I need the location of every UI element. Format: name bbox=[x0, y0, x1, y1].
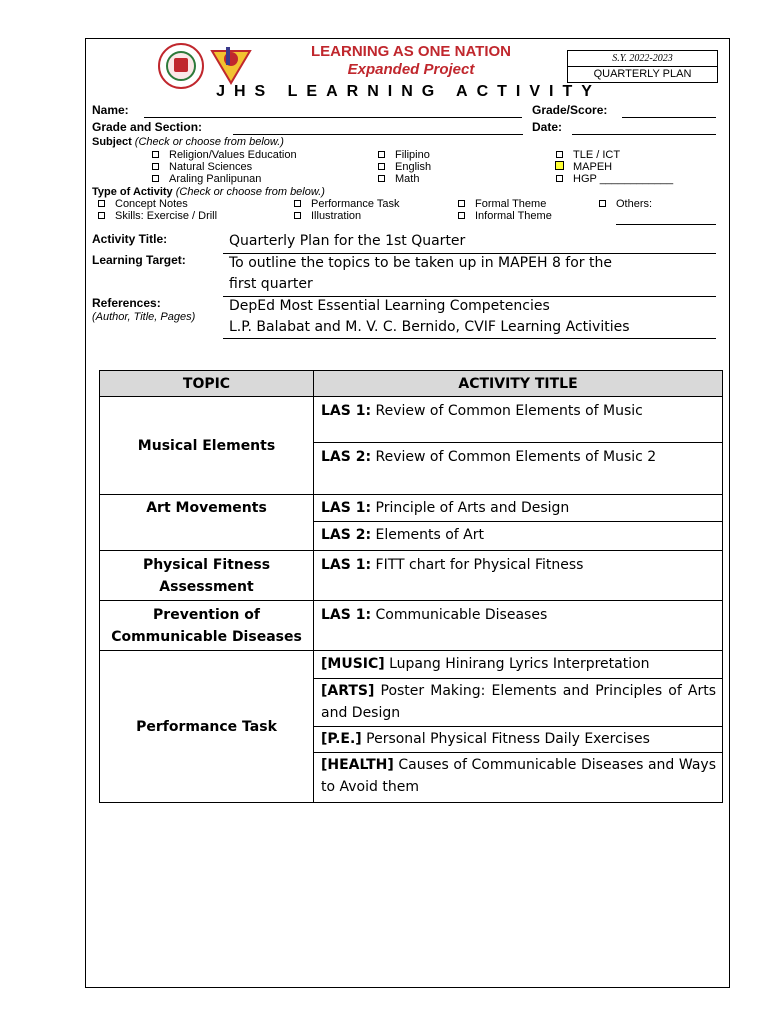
reference-1: DepEd Most Essential Learning Competencies bbox=[229, 298, 550, 314]
divider bbox=[223, 296, 716, 297]
subject-math[interactable]: Math bbox=[378, 173, 419, 185]
table-row bbox=[100, 601, 723, 651]
learning-target-line2: first quarter bbox=[229, 276, 313, 292]
subject-mapeh[interactable]: MAPEH bbox=[555, 161, 612, 173]
type-informal-theme[interactable]: Informal Theme bbox=[458, 210, 552, 222]
header-title: LEARNING AS ONE NATION bbox=[310, 43, 511, 60]
type-others[interactable]: Others: bbox=[599, 198, 652, 210]
checkbox-icon bbox=[152, 163, 159, 170]
learning-target-line1: To outline the topics to be taken up in MAPEH 8 for the bbox=[229, 255, 612, 271]
references-hint: (Author, Title, Pages) bbox=[92, 311, 196, 323]
activity-cell: LAS 2: Review of Common Elements of Music 2 bbox=[314, 443, 723, 495]
checkbox-icon bbox=[98, 200, 105, 207]
school-year-box bbox=[567, 50, 718, 83]
activity-cell: LAS 2: Elements of Art bbox=[314, 522, 723, 551]
checkbox-icon bbox=[152, 151, 159, 158]
checkbox-icon bbox=[556, 175, 563, 182]
checkbox-icon bbox=[152, 175, 159, 182]
checkbox-icon bbox=[458, 212, 465, 219]
grade-section-label: Grade and Section: bbox=[92, 120, 203, 134]
activity-cell: [ARTS] Poster Making: Elements and Principles of Arts and Design bbox=[314, 679, 723, 727]
form-title: JHS LEARNING ACTIVITY bbox=[216, 83, 601, 100]
activity-cell: [HEALTH] Causes of Communicable Diseases and Ways to Avoid them bbox=[314, 753, 723, 803]
topic-cell: Performance Task bbox=[100, 651, 314, 803]
checkbox-icon bbox=[458, 200, 465, 207]
divider bbox=[223, 338, 716, 339]
activity-cell: LAS 1: Principle of Arts and Design bbox=[314, 495, 723, 522]
type-illustration[interactable]: Illustration bbox=[294, 210, 361, 222]
grade-score-field[interactable] bbox=[622, 117, 716, 118]
subject-hgp[interactable]: HGP ____________ bbox=[556, 173, 673, 185]
topic-cell: Prevention of Communicable Diseases bbox=[100, 601, 314, 651]
grade-score-label: Grade/Score: bbox=[532, 103, 608, 117]
checkbox-icon bbox=[378, 163, 385, 170]
activity-cell: [P.E.] Personal Physical Fitness Daily Exercises bbox=[314, 727, 723, 753]
checkbox-checked-icon bbox=[555, 161, 564, 170]
topic-cell: Physical Fitness Assessment bbox=[100, 551, 314, 601]
subject-araling[interactable]: Araling Panlipunan bbox=[152, 173, 261, 185]
topic-cell: Musical Elements bbox=[100, 397, 314, 495]
type-concept-notes[interactable]: Concept Notes bbox=[98, 198, 188, 210]
header-activity-title: ACTIVITY TITLE bbox=[314, 371, 723, 397]
type-performance-task[interactable]: Performance Task bbox=[294, 198, 399, 210]
subject-religion[interactable]: Religion/Values Education bbox=[152, 149, 297, 161]
others-field[interactable] bbox=[616, 224, 716, 225]
checkbox-icon bbox=[294, 212, 301, 219]
name-label: Name: bbox=[92, 103, 129, 117]
type-formal-theme[interactable]: Formal Theme bbox=[458, 198, 546, 210]
header-topic: TOPIC bbox=[100, 371, 314, 397]
activity-cell: LAS 1: Communicable Diseases bbox=[314, 601, 723, 651]
table-row bbox=[100, 495, 723, 522]
subject-english[interactable]: English bbox=[378, 161, 431, 173]
subject-tle[interactable]: TLE / ICT bbox=[556, 149, 620, 161]
checkbox-icon bbox=[378, 175, 385, 182]
activity-cell: LAS 1: Review of Common Elements of Music bbox=[314, 397, 723, 443]
activity-title-value: Quarterly Plan for the 1st Quarter bbox=[229, 233, 466, 249]
divider bbox=[223, 253, 716, 254]
topics-table bbox=[99, 370, 723, 803]
checkbox-icon bbox=[294, 200, 301, 207]
activity-type-heading: Type of Activity (Check or choose from below.) bbox=[92, 186, 325, 198]
project-logo bbox=[206, 43, 256, 87]
activity-cell: [MUSIC] Lupang Hinirang Lyrics Interpretation bbox=[314, 651, 723, 679]
references-label: References: bbox=[92, 296, 161, 310]
reference-2: L.P. Balabat and M. V. C. Bernido, CVIF Learning Activities bbox=[229, 319, 630, 335]
name-field[interactable] bbox=[144, 117, 522, 118]
subject-filipino[interactable]: Filipino bbox=[378, 149, 430, 161]
date-label: Date: bbox=[532, 120, 563, 134]
table-header-row bbox=[100, 371, 723, 397]
activity-title-label: Activity Title: bbox=[92, 232, 168, 246]
learning-target-label: Learning Target: bbox=[92, 253, 186, 267]
subject-science[interactable]: Natural Sciences bbox=[152, 161, 252, 173]
learning-activity-sheet bbox=[85, 38, 730, 988]
grade-section-field[interactable] bbox=[233, 134, 523, 135]
table-row bbox=[100, 397, 723, 443]
checkbox-icon bbox=[98, 212, 105, 219]
table-row bbox=[100, 651, 723, 679]
date-field[interactable] bbox=[572, 134, 716, 135]
subject-heading: Subject (Check or choose from below.) bbox=[92, 136, 284, 148]
plan-label: QUARTERLY PLAN bbox=[593, 68, 692, 80]
checkbox-icon bbox=[599, 200, 606, 207]
activity-cell: LAS 1: FITT chart for Physical Fitness bbox=[314, 551, 723, 601]
type-skills[interactable]: Skills: Exercise / Drill bbox=[98, 210, 217, 222]
checkbox-icon bbox=[556, 151, 563, 158]
table-row bbox=[100, 551, 723, 601]
checkbox-icon bbox=[378, 151, 385, 158]
school-year: S.Y. 2022-2023 bbox=[568, 51, 717, 67]
header-subtitle: Expanded Project bbox=[347, 61, 475, 78]
topic-cell: Art Movements bbox=[100, 495, 314, 551]
